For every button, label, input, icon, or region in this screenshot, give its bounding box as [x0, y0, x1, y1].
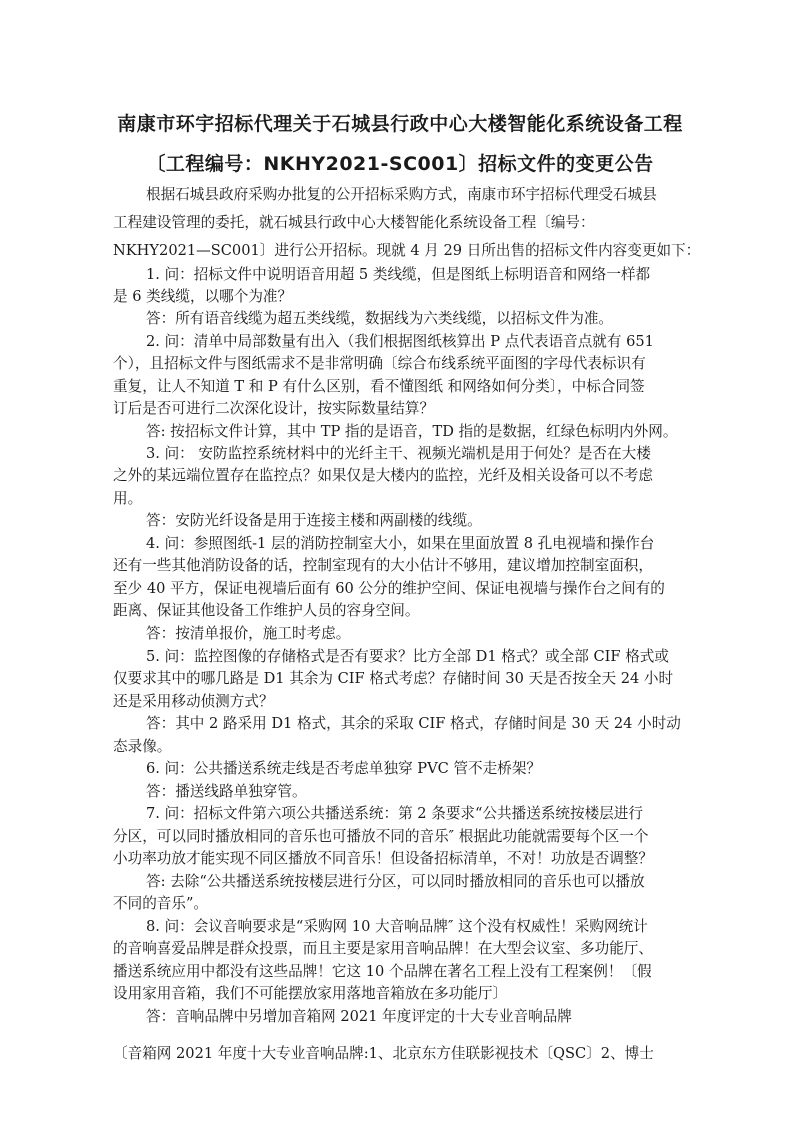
body-line: 答：所有语音线缆为超五类线缆，数据线为六类线缆，以招标文件为准。	[146, 310, 614, 327]
body-line: 之外的某远端位置存在监控点？如果仅是大楼内的监控，光纤及相关设备可以不考虑	[113, 467, 653, 484]
body-line: 距离、保证其他设备工作维护人员的容身空间。	[113, 602, 420, 619]
body-line: 设用家用音箱，我们不可能摆放家用落地音箱放在多功能厅〕	[113, 985, 508, 1002]
body-line: 还有一些其他消防设备的话，控制室现有的大小估计不够用，建议增加控制室面积，	[113, 557, 653, 574]
body-line: 3. 问： 安防监控系统材料中的光纤主干、视频光端机是用于何处？是否在大楼	[146, 445, 651, 462]
body-line: 2. 问：清单中局部数量有出入（我们根据图纸核算出 P 点代表语音点就有 651	[146, 333, 654, 350]
body-line: 答：播送线路单独穿管。	[146, 783, 307, 800]
body-line: 播送系统应用中都没有这些品牌！它这 10 个品牌在著名工程上没有工程案例！〔假	[113, 963, 652, 980]
body-line: 不同的音乐”。	[113, 895, 209, 912]
body-line: 是 6 类线缆，以哪个为准？	[113, 288, 293, 305]
body-line: 用。	[113, 490, 143, 507]
body-line: 分区，可以同时播放相同的音乐也可播放不同的音乐″ 根据此功能就需要每个区一个	[113, 828, 649, 845]
body-line: NKHY2021—SC001〕进行公开招标。现就 4 月 29 日所出售的招标文件内容变更如下：	[113, 242, 701, 259]
body-line: 个），且招标文件与图纸需求不是非常明确〔综合布线系统平面图的字母代表标识有	[113, 355, 646, 372]
body-line: 答: 去除“公共播送系统按楼层进行分区，可以同时播放相同的音乐也可以播放	[146, 873, 645, 890]
body-line: 答：安防光纤设备是用于连接主楼和两副楼的线缆。	[146, 512, 482, 529]
body-line: 〔音箱网 2021 年度十大专业音响品牌:1、北京东方佳联影视技术〔QSC〕2、博士	[113, 1045, 654, 1062]
document-title-line-2: 〔工程编号：NKHY2021-SC001〕招标文件的变更公告	[146, 153, 654, 175]
body-line: 至少 40 平方，保证电视墙后面有 60 公分的维护空间、保证电视墙与操作台之间有的	[113, 580, 665, 597]
body-line: 4. 问：参照图纸-1 层的消防控制室大小，如果在里面放置 8 孔电视墙和操作台	[146, 535, 655, 552]
body-line: 8. 问：会议音响要求是“采购网 10 大音响品牌″ 这个没有权威性！采购网统计	[146, 918, 648, 935]
body-line: 答：音响品牌中另增加音箱网 2021 年度评定的十大专业音响品牌	[146, 1008, 572, 1025]
body-line: 1. 问：招标文件中说明语音用超 5 类线缆，但是图纸上标明语音和网络一样都	[146, 266, 651, 283]
body-line: 5. 问：监控图像的存储格式是否有要求？比方全部 D1 格式？或全部 CIF 格式或	[146, 648, 669, 665]
body-line: 根据石城县政府采购办批复的公开招标采购方式，南康市环宇招标代理受石城县	[146, 186, 657, 203]
body-line: 小功率功放才能实现不同区播放不同音乐！但设备招标清单，不对！功放是否调整？	[113, 850, 653, 867]
body-line: 态录像。	[113, 738, 172, 755]
body-line: 订后是否可进行二次深化设计，按实际数量结算？	[113, 400, 435, 417]
body-line: 重复，让人不知道 T 和 P 有什么区别，看不懂图纸 和网络如何分类〕，中标合同签	[113, 378, 645, 395]
body-line: 答: 按招标文件计算，其中 TP 指的是语音，TD 指的是数据，红绿色标明内外网。	[146, 423, 678, 440]
document-title-line-1: 南康市环宇招标代理关于石城县行政中心大楼智能化系统设备工程	[117, 113, 683, 135]
body-line: 的音响喜爱品牌是群众投票，而且主要是家用音响品牌！在大型会议室、多功能厅、	[113, 940, 653, 957]
body-line: 答：其中 2 路采用 D1 格式，其余的采取 CIF 格式，存储时间是 30 天 24 小时动	[146, 715, 681, 732]
body-line: 答：按清单报价，施工时考虑。	[146, 625, 351, 642]
body-line: 7. 问：招标文件第六项公共播送系统：第 2 条要求“公共播送系统按楼层进行	[146, 805, 643, 822]
body-line: 仅要求其中的哪几路是 D1 其余为 CIF 格式考虑？存储时间 30 天是否按全天 24 小时	[113, 670, 674, 687]
body-line: 还是采用移动侦测方式？	[113, 693, 274, 710]
body-line: 工程建设管理的委托，就石城县行政中心大楼智能化系统设备工程〔编号：	[113, 214, 595, 231]
body-line: 6. 问：公共播送系统走线是否考虑单独穿 PVC 管不走桥架？	[146, 760, 542, 777]
